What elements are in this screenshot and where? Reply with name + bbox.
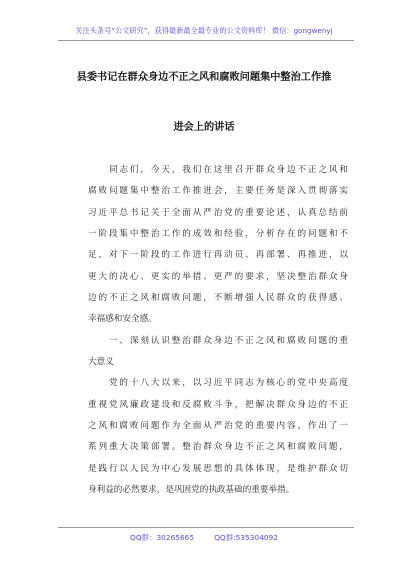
body-line: 习近平总书记关于全面从严治党的重要论述，认真总结前: [88, 207, 348, 218]
footer-qq-group-2: QQ群:535304092: [214, 533, 278, 542]
section-heading-line: 大意义: [88, 357, 114, 368]
document-body: [88, 160, 348, 502]
document-title-line-1: 县委书记在群众身边不正之风和腐败问题集中整治工作推: [76, 71, 332, 83]
body-line: 足，对下一阶段的工作进行再动员、再部署、再推进，以: [88, 250, 348, 261]
footer: [0, 532, 408, 543]
document-title-line-2: 进会上的讲话: [173, 121, 235, 133]
body-line: 更大的决心、更实的举措、更严的要求，坚决整治群众身: [88, 271, 348, 282]
body-line: 党的十八大以来，以习近平同志为核心的党中央高度: [88, 378, 348, 389]
body-line: 幸福感和安全感。: [88, 314, 157, 325]
body-line: 同志们，今天，我们在这里召开群众身边不正之风和: [88, 165, 348, 175]
body-line: 一阶段集中整治工作的成效和经验，分析存在的问题和不: [88, 229, 348, 240]
body-line: 腐败问题集中整治工作推进会，主要任务是深入贯彻落实: [88, 186, 348, 197]
header-banner: 关注头条号“公文研究”，获得最新最全最专业的公文资料库！ 微信：gongwenyj: [75, 26, 333, 35]
body-line: 系列重大决策部署。整治群众身边不正之风和腐败问题，: [88, 442, 348, 453]
body-line: 边的不正之风和腐败问题，不断增强人民群众的获得感、: [88, 293, 348, 304]
body-line: 是践行以人民为中心发展思想的具体体现，是维护群众切: [88, 463, 348, 474]
footer-divider: [58, 527, 354, 528]
section-heading-line: 一、深刻认识整治群众身边不正之风和腐败问题的重: [88, 335, 348, 346]
body-line: 之风和腐败问题作为全面从严治党的重要内容，作出了一: [88, 421, 348, 432]
body-line: 身利益的必然要求，是巩固党的执政基础的重要举措。: [88, 485, 295, 496]
footer-qq-group-1: QQ群：30265665: [130, 533, 195, 542]
body-line: 重视党风廉政建设和反腐败斗争，把解决群众身边的不正: [88, 399, 348, 410]
header-divider: [58, 40, 354, 41]
